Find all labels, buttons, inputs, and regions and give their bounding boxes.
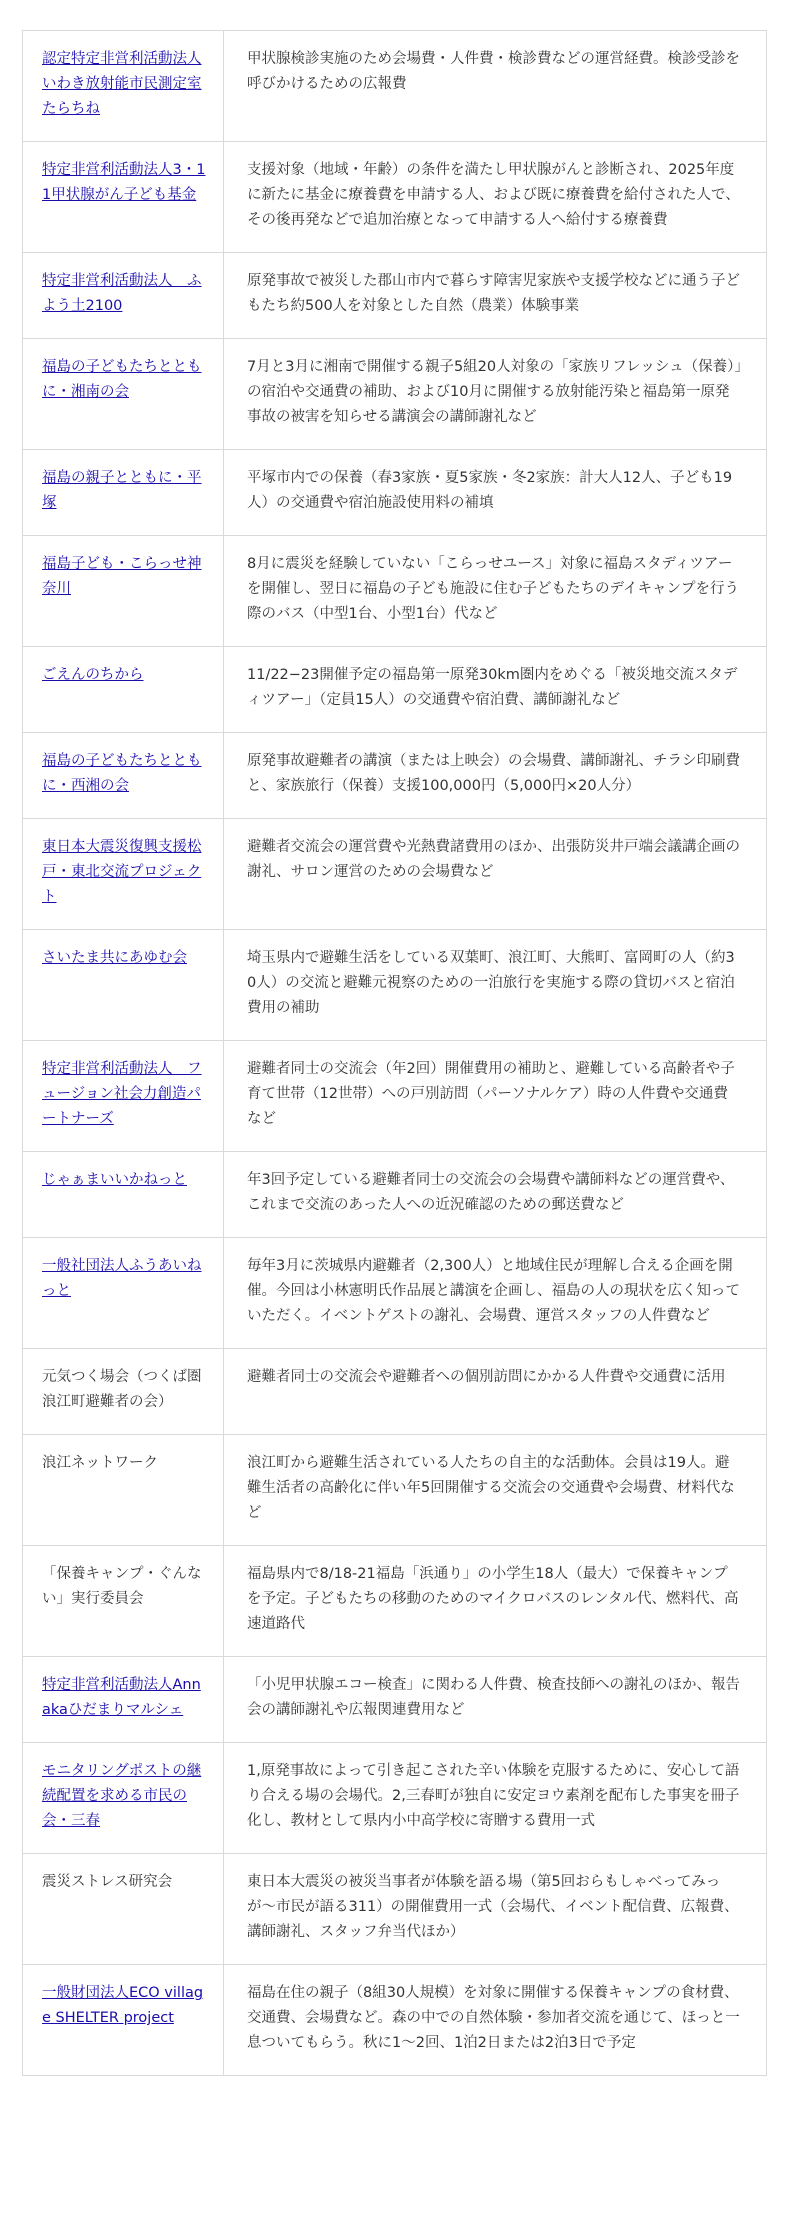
description-cell: 甲状腺検診実施のため会場費・人件費・検診費などの運営経費。検診受診を呼びかけるための広報費 bbox=[224, 31, 767, 142]
description-cell: 避難者交流会の運営費や光熱費諸費用のほか、出張防災井戸端会議講企画の謝礼、サロン運営のための会場費など bbox=[224, 819, 767, 930]
description-cell: 毎年3月に茨城県内避難者（2,300人）と地域住民が理解し合える企画を開催。今回は小林憲明氏作品展と講演を企画し、福島の人の現状を広く知っていただく。イベントゲストの謝礼、会場費、運営スタッフの人件費など bbox=[224, 1238, 767, 1349]
table-row bbox=[23, 142, 767, 253]
table-row bbox=[23, 1041, 767, 1152]
organization-cell bbox=[23, 1743, 224, 1854]
description-cell: 浪江町から避難生活されている人たちの自主的な活動体。会員は19人。避難生活者の高齢化に伴い年5回開催する交流会の交通費や会場費、材料代など bbox=[224, 1435, 767, 1546]
organization-name: 「保養キャンプ・ぐんない」実行委員会 bbox=[42, 1566, 202, 1607]
organization-link[interactable]: 一般社団法人ふうあいねっと bbox=[42, 1258, 202, 1299]
organization-link[interactable]: 一般財団法人ECO village SHELTER project bbox=[42, 1985, 204, 2026]
organization-link[interactable]: モニタリングポストの継続配置を求める市民の会・三春 bbox=[42, 1763, 202, 1829]
organization-cell bbox=[23, 1152, 224, 1238]
grant-recipients-table bbox=[22, 30, 767, 2076]
organization-name: 元気つく場会（つくば圏浪江町避難者の会） bbox=[42, 1369, 202, 1410]
organization-cell bbox=[23, 1435, 224, 1546]
table-row bbox=[23, 1349, 767, 1435]
table-row bbox=[23, 1152, 767, 1238]
description-cell: 平塚市内での保養（春3家族・夏5家族・冬2家族：計大人12人、子ども19人）の交通費や宿泊施設使用料の補填 bbox=[224, 450, 767, 536]
organization-cell bbox=[23, 1965, 224, 2076]
description-cell: 年3回予定している避難者同士の交流会の会場費や講師料などの運営費や、これまで交流のあった人への近況確認のための郵送費など bbox=[224, 1152, 767, 1238]
table-row bbox=[23, 1854, 767, 1965]
organization-cell bbox=[23, 339, 224, 450]
table-row bbox=[23, 1743, 767, 1854]
organization-link[interactable]: 認定特定非営利活動法人いわき放射能市民測定室たらちね bbox=[42, 51, 202, 117]
description-cell: 原発事故で被災した郡山市内で暮らす障害児家族や支援学校などに通う子どもたち約500人を対象とした自然（農業）体験事業 bbox=[224, 253, 767, 339]
table-row bbox=[23, 339, 767, 450]
description-cell: 7月と3月に湘南で開催する親子5組20人対象の「家族リフレッシュ（保養）」の宿泊や交通費の補助、および10月に開催する放射能汚染と福島第一原発事故の被害を知らせる講演会の講師謝礼など bbox=[224, 339, 767, 450]
organization-cell bbox=[23, 1041, 224, 1152]
organization-link[interactable]: 福島の子どもたちとともに・湘南の会 bbox=[42, 359, 202, 400]
organization-link[interactable]: 東日本大震災復興支援松戸・東北交流プロジェクト bbox=[42, 839, 202, 905]
description-cell: 支援対象（地域・年齢）の条件を満たし甲状腺がんと診断され、2025年度に新たに基金に療養費を申請する人、および既に療養費を給付された人で、その後再発などで追加治療となって申請する人へ給付する療養費 bbox=[224, 142, 767, 253]
organization-name: 浪江ネットワーク bbox=[42, 1455, 158, 1471]
table-row bbox=[23, 31, 767, 142]
organization-link[interactable]: ごえんのちから bbox=[42, 667, 144, 683]
organization-cell bbox=[23, 31, 224, 142]
organization-link[interactable]: 特定非営利活動法人 ふよう土2100 bbox=[42, 273, 202, 314]
organization-link[interactable]: 福島の親子とともに・平塚 bbox=[42, 470, 202, 511]
description-cell: 埼玉県内で避難生活をしている双葉町、浪江町、大熊町、富岡町の人（約30人）の交流と避難元視察のための一泊旅行を実施する際の貸切バスと宿泊費用の補助 bbox=[224, 930, 767, 1041]
table-row bbox=[23, 733, 767, 819]
organization-cell bbox=[23, 1349, 224, 1435]
grant-rows bbox=[23, 31, 767, 2076]
organization-cell bbox=[23, 930, 224, 1041]
organization-link[interactable]: 福島子ども・こらっせ神奈川 bbox=[42, 556, 202, 597]
table-row bbox=[23, 1238, 767, 1349]
organization-name: 震災ストレス研究会 bbox=[42, 1874, 173, 1890]
description-cell: 11/22−23開催予定の福島第一原発30km圏内をめぐる「被災地交流スタディツアー」（定員15人）の交通費や宿泊費、講師謝礼など bbox=[224, 647, 767, 733]
table-row bbox=[23, 1965, 767, 2076]
organization-cell bbox=[23, 647, 224, 733]
description-cell: 福島在住の親子（8組30人規模）を対象に開催する保養キャンプの食材費、交通費、会場費など。森の中での自然体験・参加者交流を通じて、ほっと一息ついてもらう。秋に1〜2回、1泊2日または2泊3日で予定 bbox=[224, 1965, 767, 2076]
description-cell: 「小児甲状腺エコー検査」に関わる人件費、検査技師への謝礼のほか、報告会の講師謝礼や広報関連費用など bbox=[224, 1657, 767, 1743]
table-row bbox=[23, 647, 767, 733]
organization-cell bbox=[23, 1546, 224, 1657]
description-cell: 避難者同士の交流会や避難者への個別訪問にかかる人件費や交通費に活用 bbox=[224, 1349, 767, 1435]
description-cell: 1,原発事故によって引き起こされた辛い体験を克服するために、安心して語り合える場の会場代。2,三春町が独自に安定ヨウ素剤を配布した事実を冊子化し、教材として県内小中高学校に寄贈する費用一式 bbox=[224, 1743, 767, 1854]
organization-cell bbox=[23, 253, 224, 339]
table-row bbox=[23, 1657, 767, 1743]
organization-link[interactable]: 福島の子どもたちとともに・西湘の会 bbox=[42, 753, 202, 794]
table-row bbox=[23, 253, 767, 339]
organization-link[interactable]: じゃぁまいいかねっと bbox=[42, 1172, 187, 1188]
description-cell: 原発事故避難者の講演（または上映会）の会場費、講師謝礼、チラシ印刷費と、家族旅行（保養）支援100,000円（5,000円×20人分） bbox=[224, 733, 767, 819]
organization-link[interactable]: 特定非営利活動法人 フュージョン社会力創造パートナーズ bbox=[42, 1061, 202, 1127]
table-row bbox=[23, 1435, 767, 1546]
organization-cell bbox=[23, 819, 224, 930]
organization-cell bbox=[23, 1238, 224, 1349]
table-row bbox=[23, 930, 767, 1041]
organization-link[interactable]: 特定非営利活動法人Annakaひだまりマルシェ bbox=[42, 1677, 201, 1718]
table-row bbox=[23, 536, 767, 647]
organization-cell bbox=[23, 536, 224, 647]
organization-cell bbox=[23, 1657, 224, 1743]
organization-link[interactable]: さいたま共にあゆむ会 bbox=[42, 950, 187, 966]
table-row bbox=[23, 450, 767, 536]
description-cell: 8月に震災を経験していない「こらっせユース」対象に福島スタディツアーを開催し、翌日に福島の子ども施設に住む子どもたちのデイキャンプを行う際のバス（中型1台、小型1台）代など bbox=[224, 536, 767, 647]
organization-cell bbox=[23, 450, 224, 536]
organization-cell bbox=[23, 733, 224, 819]
organization-cell bbox=[23, 142, 224, 253]
description-cell: 避難者同士の交流会（年2回）開催費用の補助と、避難している高齢者や子育て世帯（12世帯）への戸別訪問（パーソナルケア）時の人件費や交通費など bbox=[224, 1041, 767, 1152]
table-row bbox=[23, 1546, 767, 1657]
description-cell: 福島県内で8/18-21福島「浜通り」の小学生18人（最大）で保養キャンプを予定。子どもたちの移動のためのマイクロバスのレンタル代、燃料代、高速道路代 bbox=[224, 1546, 767, 1657]
description-cell: 東日本大震災の被災当事者が体験を語る場（第5回おらもしゃべってみっが〜市民が語る311）の開催費用一式（会場代、イベント配信費、広報費、講師謝礼、スタッフ弁当代ほか） bbox=[224, 1854, 767, 1965]
organization-cell bbox=[23, 1854, 224, 1965]
organization-link[interactable]: 特定非営利活動法人3・11甲状腺がん子ども基金 bbox=[42, 162, 206, 203]
table-row bbox=[23, 819, 767, 930]
